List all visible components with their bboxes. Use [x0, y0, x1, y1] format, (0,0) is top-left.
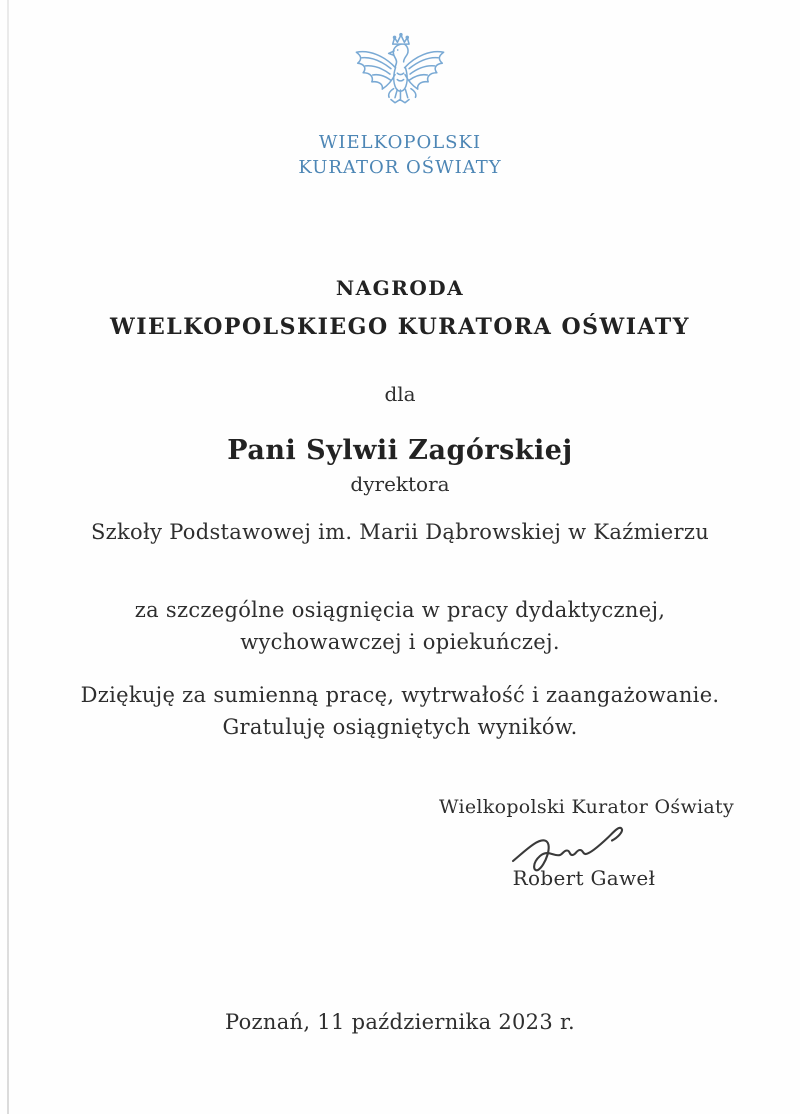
- place-and-date: Poznań, 11 października 2023 r.: [224, 1010, 575, 1034]
- signatory-name: Robert Gaweł: [512, 866, 656, 890]
- recipient-institution: Szkoły Podstawowej im. Marii Dąbrowskiej w Kaźmierzu: [90, 520, 710, 544]
- award-reason-line2: wychowawczej i opiekuńczej.: [240, 630, 560, 654]
- thanks-message-line2: Gratuluję osiągniętych wyników.: [222, 715, 578, 739]
- recipient-name: Pani Sylwii Zagórskiej: [227, 435, 573, 466]
- award-title: NAGRODA: [335, 276, 465, 300]
- polish-eagle-emblem-icon: [350, 30, 450, 124]
- org-name-line1: WIELKOPOLSKI: [318, 132, 482, 153]
- signatory-title: Wielkopolski Kurator Oświaty: [439, 796, 734, 818]
- thanks-message-line1: Dziękuję za sumienną pracę, wytrwałość i zaangażowanie.: [80, 683, 720, 707]
- preposition-dla: dla: [384, 382, 416, 406]
- handwritten-signature-icon: [439, 820, 729, 872]
- org-name-line2: KURATOR OŚWIATY: [298, 157, 502, 178]
- recipient-role: dyrektora: [350, 472, 450, 496]
- org-name: [0, 130, 800, 180]
- award-reason-line1: za szczególne osiągnięcia w pracy dydaktycznej,: [134, 598, 666, 622]
- award-title-issuer: WIELKOPOLSKIEGO KURATORA OŚWIATY: [110, 314, 690, 340]
- thanks-message: [0, 679, 800, 743]
- award-reason: [0, 594, 800, 658]
- signature-block: [439, 796, 734, 890]
- emblem-container: [0, 30, 800, 124]
